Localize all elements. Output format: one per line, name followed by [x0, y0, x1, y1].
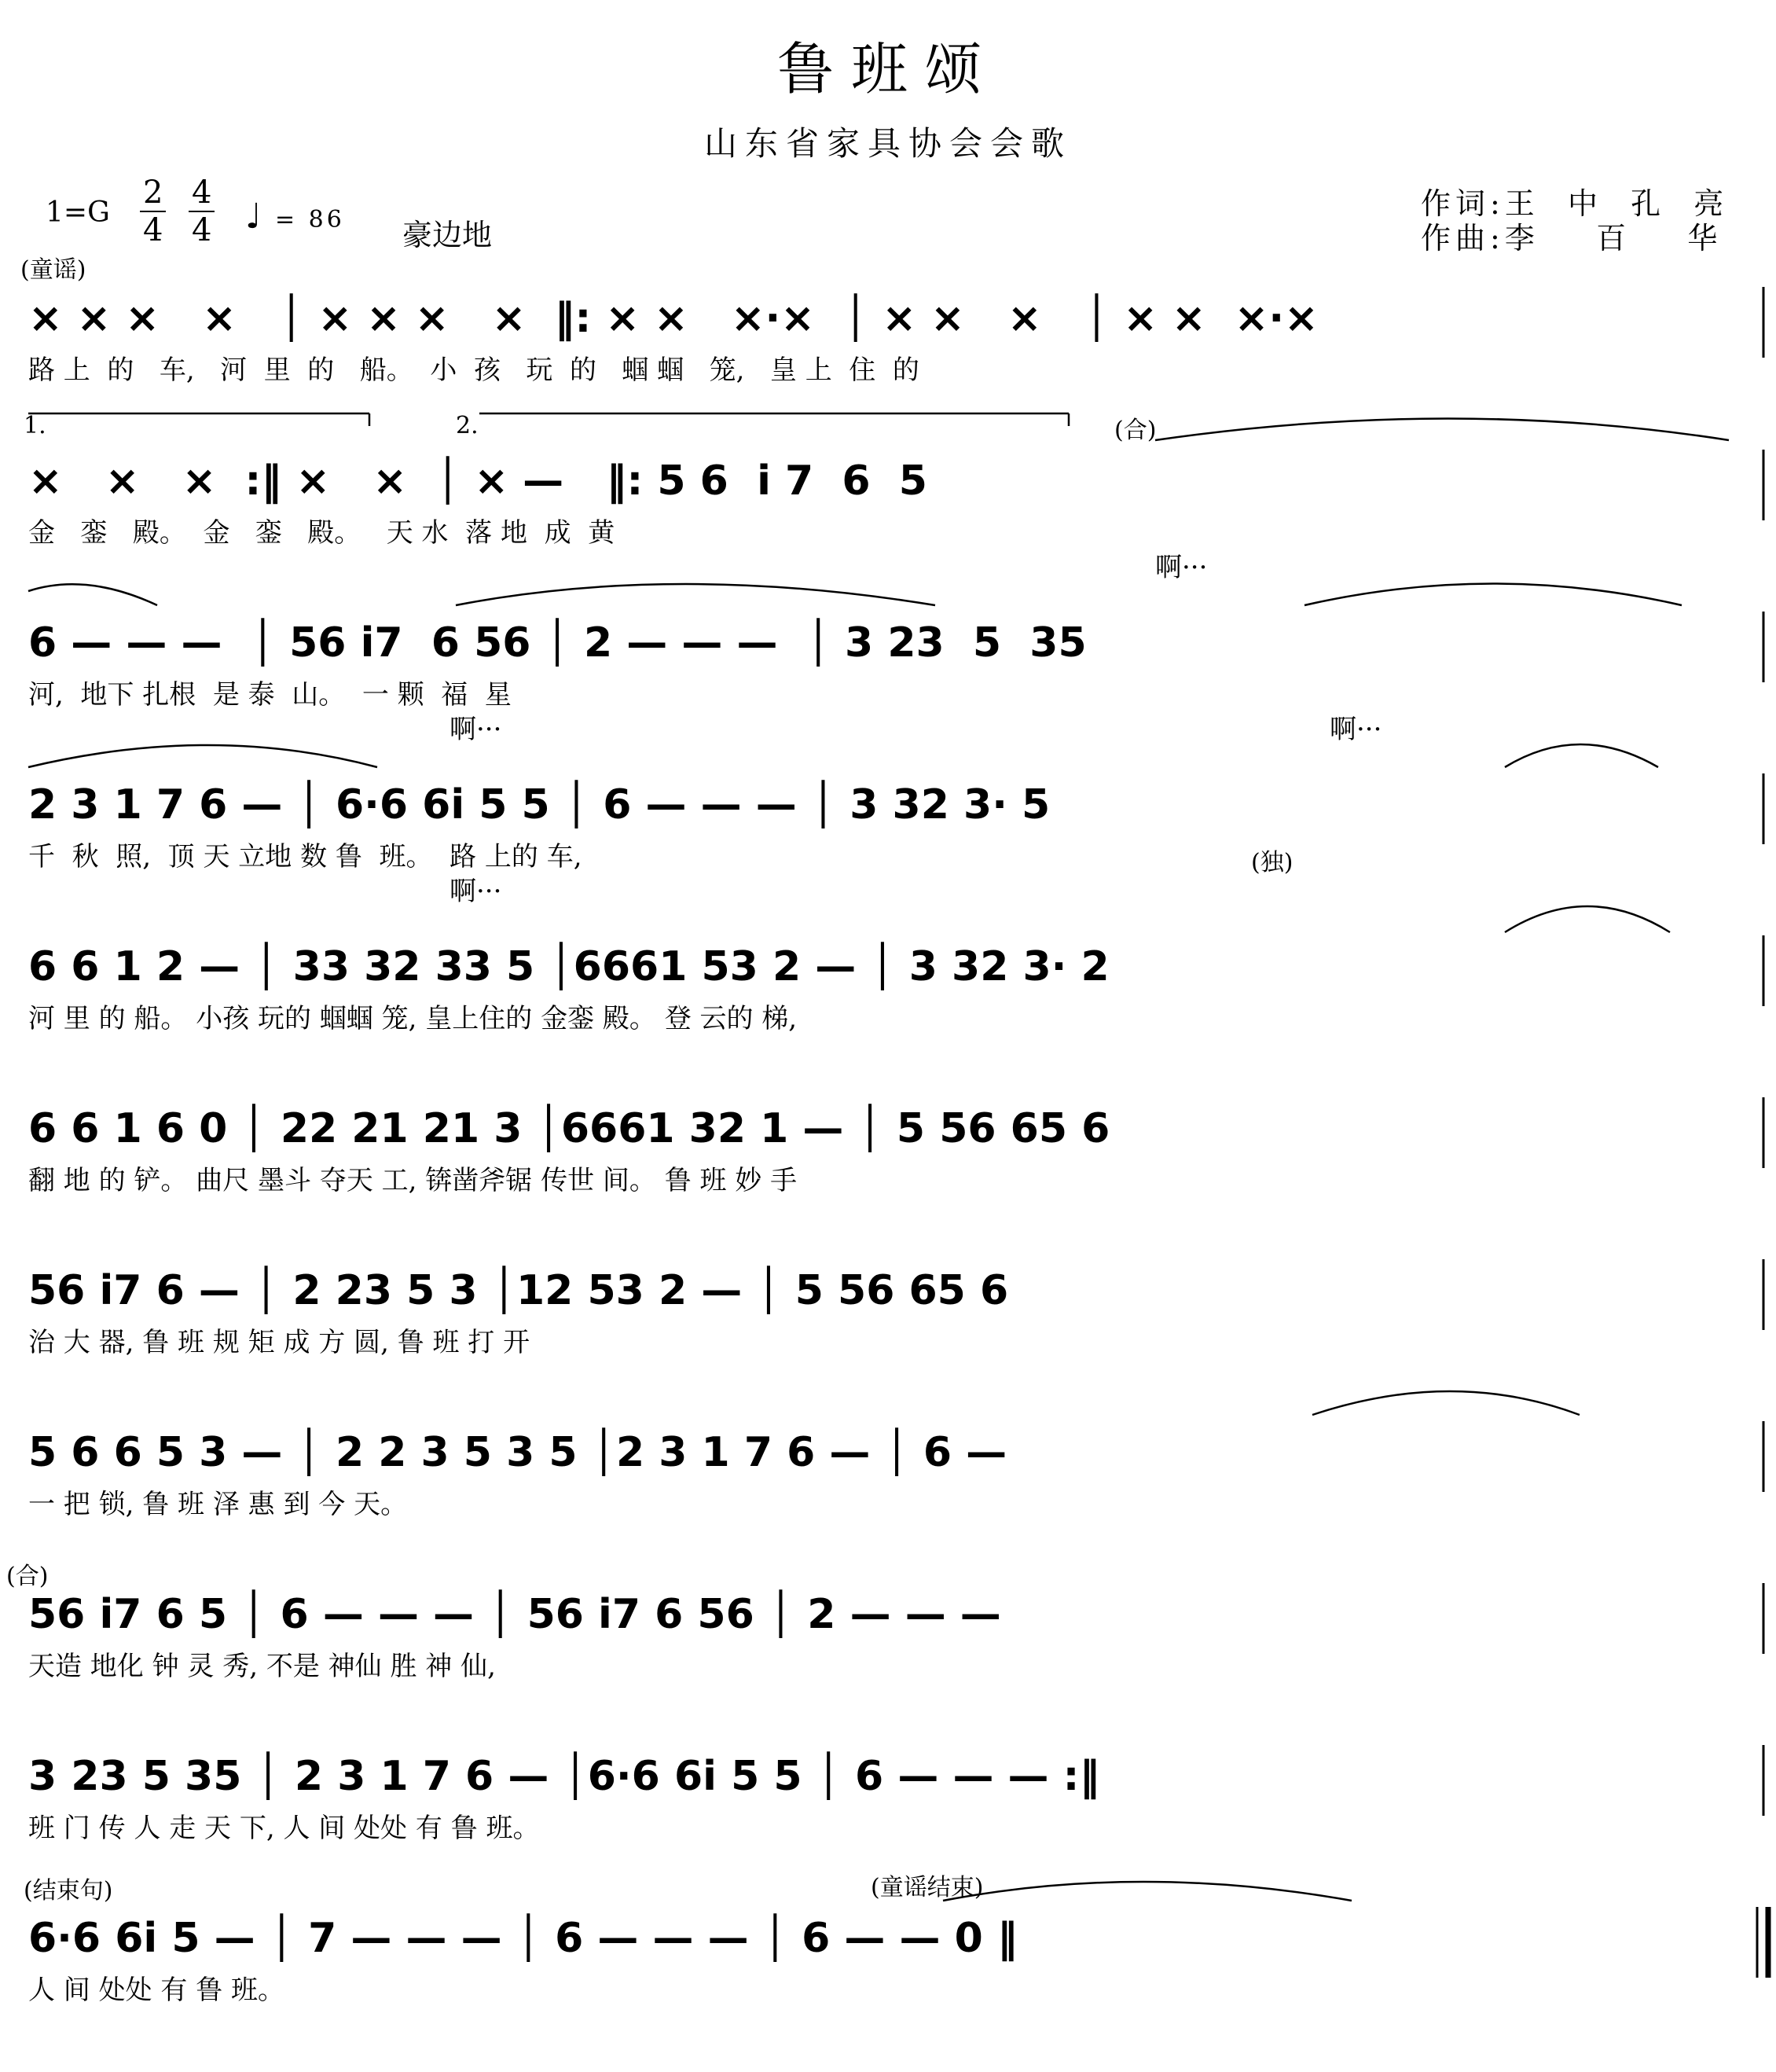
notes-row-8: 5 6 6 5 3 — │ 2 2 3 5 3 5 │2 3 1 7 6 — │ 6 —	[28, 1429, 1007, 1476]
chorus-label: (合)	[1114, 417, 1157, 444]
ending-label-2: (童谣结束)	[871, 1874, 984, 1901]
ending-label: (结束句)	[24, 1877, 113, 1905]
lyrics-row-10: 班 门 传 人 走 天 下, 人 间 处处 有 鲁 班。	[28, 1813, 540, 1844]
notes-row-2: × × × :‖ × × │ × — ‖: 5 6 i 7 6 5	[28, 457, 927, 505]
notes-row-7: 56 i7 6 — │ 2 23 5 3 │12 53 2 — │ 5 56 65 6	[28, 1267, 1009, 1314]
slur	[1505, 744, 1658, 767]
notes-row-10: 3 23 5 35 │ 2 3 1 7 6 — │6·6 6i 5 5 │ 6 — — — :‖	[28, 1753, 1100, 1800]
intro-label: (童谣)	[20, 256, 86, 284]
lyrics-row-3: 河, 地下 扎根 是 泰 山。 一 颗 福 星	[28, 679, 512, 711]
slur	[1155, 419, 1729, 441]
notes-row-4: 2 3 1 7 6 — │ 6·6 6i 5 5 │ 6 — — — │ 3 32 3· 5	[28, 781, 1051, 828]
key-signature: 1=G	[46, 197, 110, 229]
slur	[1304, 584, 1682, 606]
song-subtitle: 山东省家具协会会歌	[703, 124, 1072, 163]
slur	[1505, 906, 1670, 932]
notes-row-9: 56 i7 6 5 │ 6 — — — │ 56 i7 6 56 │ 2 — — —	[28, 1591, 1001, 1638]
author-name: 豪边地	[402, 218, 493, 252]
notes-row-1: × × × × │ × × × × ‖: × × ×·× │ × × × │ × × ×·×	[28, 295, 1319, 342]
lyrics-row-9: 天造 地化 钟 灵 秀, 不是 神仙 胜 神 仙,	[28, 1651, 496, 1682]
time-signature-2: $\frac{4}{4}$	[189, 175, 215, 248]
lyrics-row-6: 翻 地 的 铲。 曲尺 墨斗 夺天 工, 锛凿斧锯 传世 间。 鲁 班 妙 手	[28, 1165, 798, 1196]
tempo-mark: = 86	[275, 206, 345, 233]
lyrics-row-4: 千 秋 照, 顶 天 立地 数 鲁 班。 路 上的 车,	[28, 841, 582, 873]
song-title: 鲁班颂	[776, 36, 999, 102]
lyrics-row-3-line2a: 啊···	[450, 714, 502, 745]
lyricist-credit: 作词:王 中 孔 亮	[1421, 186, 1729, 221]
slur	[456, 584, 935, 605]
slur	[943, 1882, 1352, 1901]
volta-1-label: 1.	[24, 412, 46, 439]
slur	[28, 584, 157, 605]
lyrics-row-4-line2: 啊···	[450, 876, 502, 907]
quarter-note-icon: ♩	[245, 197, 262, 237]
lyrics-row-2-line2: 啊···	[1155, 552, 1208, 583]
volta-2-label: 2.	[456, 412, 479, 439]
lyrics-row-1: 路 上 的 车, 河 里 的 船。 小 孩 玩 的 蝈 蝈 笼, 皇 上 住 的	[28, 355, 919, 386]
time-signature-1: $\frac{2}{4}$	[140, 175, 166, 248]
solo-label: (独)	[1251, 849, 1293, 876]
lyrics-row-7: 治 大 器, 鲁 班 规 矩 成 方 圆, 鲁 班 打 开	[28, 1327, 530, 1358]
notes-row-3: 6 — — — │ 56 i7 6 56 │ 2 — — — │ 3 23 5 35	[28, 619, 1087, 667]
slur	[28, 745, 377, 767]
lyrics-row-8: 一 把 锁, 鲁 班 泽 惠 到 今 天。	[28, 1489, 408, 1520]
notes-row-5: 6 6 1 2 — │ 33 32 33 5 │6661 53 2 — │ 3 32 3· 2	[28, 943, 1110, 990]
lyrics-row-3-line2b: 啊···	[1330, 714, 1382, 745]
slur	[1312, 1391, 1580, 1415]
composer-credit: 作曲:李 百 华	[1421, 221, 1723, 255]
lyrics-row-2: 金 銮 殿。 金 銮 殿。 天 水 落 地 成 黄	[28, 517, 615, 549]
lyrics-row-5: 河 里 的 船。 小孩 玩的 蝈蝈 笼, 皇上住的 金銮 殿。 登 云的 梯,	[28, 1003, 798, 1034]
lyrics-row-11: 人 间 处处 有 鲁 班。	[28, 1975, 285, 2006]
notes-row-6: 6 6 1 6 0 │ 22 21 21 3 │6661 32 1 — │ 5 56 65 6	[28, 1105, 1110, 1152]
chorus-label-2: (合)	[6, 1563, 49, 1590]
notes-row-11: 6·6 6i 5 — │ 7 — — — │ 6 — — — │ 6 — — 0 ‖	[28, 1915, 1018, 1962]
